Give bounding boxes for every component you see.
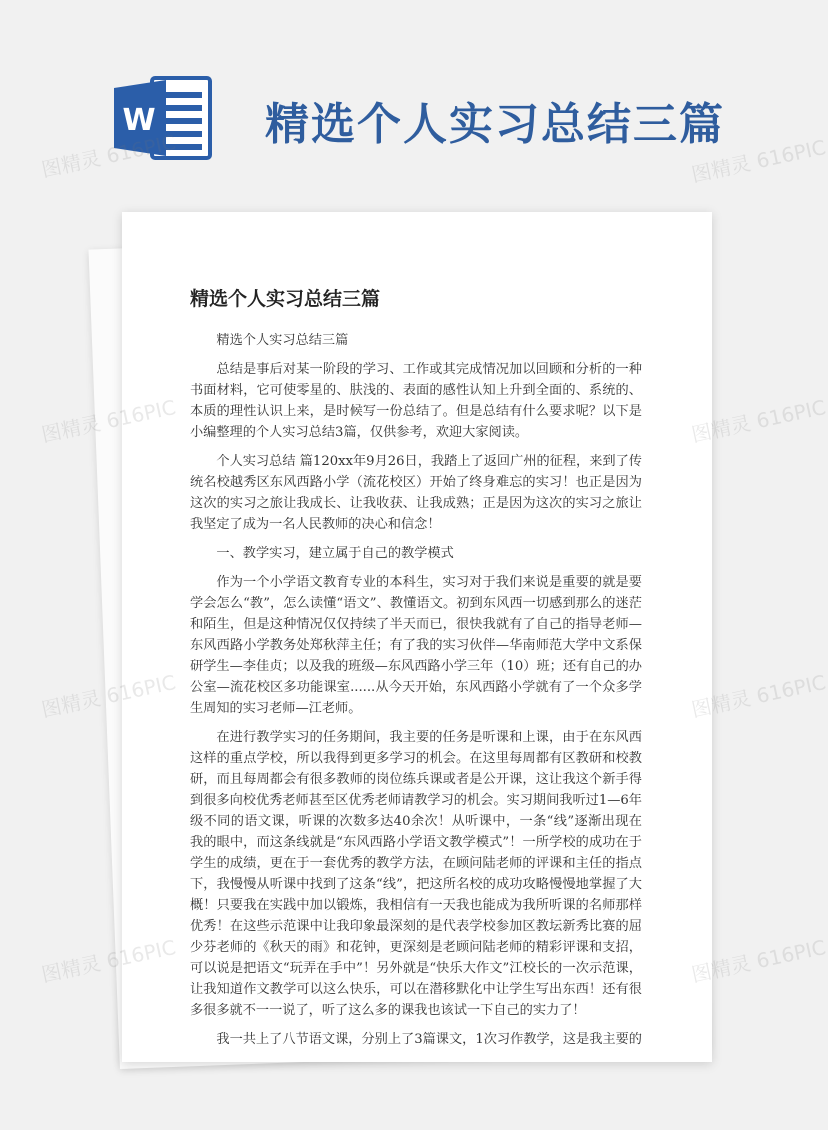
paragraph: 我一共上了八节语文课，分别上了3篇课文，1次习作教学，这是我主要的 <box>216 1032 642 1047</box>
watermark: 图精灵 616PIC <box>39 130 178 182</box>
watermark: 图精灵 <box>39 685 103 722</box>
paragraph: 总结是事后对某一阶段的学习、工作或其完成情况加以回顾和分析的一种书面材料，它可使零星的、肤浅的、表面的感性认知上升到全面的、系统的、本质的理性认识上来，是时候写一份总结了。但是总结有什么要求呢？以下是小编整理的个人实习总结3篇，仅供参考，欢迎大家阅读。 <box>190 362 642 440</box>
watermark: 图精灵 616PIC <box>689 935 828 987</box>
watermark: 图精灵 <box>39 410 103 447</box>
document-page <box>122 212 712 1062</box>
document-body <box>190 330 642 1058</box>
word-document-icon <box>112 74 212 162</box>
logo-letter: W <box>122 103 156 138</box>
document-title: 精选个人实习总结三篇 <box>190 288 381 310</box>
paragraph: 个人实习总结 篇120xx年9月26日，我踏上了返回广州的征程，来到了传统名校越秀区东风西路小学（流花校区）开始了终身难忘的实习！也正是因为这次的实习之旅让我成长、让我收获、让我成熟；正是因为这次的实习之旅让我坚定了成为一名人民教师的决心和信念！ <box>190 454 642 532</box>
watermark: 图精灵 616PIC <box>689 670 828 722</box>
watermark: 图精灵 616PIC <box>39 935 178 987</box>
watermark: 图精灵 616PIC <box>689 395 828 447</box>
page-header <box>0 0 800 200</box>
page-title: 精选个人实习总结三篇 <box>265 99 725 150</box>
paragraph: 精选个人实习总结三篇 <box>216 333 349 348</box>
watermark: 图精灵 616PIC <box>689 135 828 187</box>
paragraph: 作为一个小学语文教育专业的本科生，实习对于我们来说是重要的就是要学会怎么“教”，怎么读懂“语文”、教懂语文。初到东风西一切感到那么的迷茫和陌生，但是这种情况仅仅持续了半天而已，很快我就有了自己的指导老师—东风西路小学教务处郑秋萍主任；有了我的实习伙伴—华南师范大学中文系保研学生—李佳贞；以及我的班级—东风西路小学三年（10）班；还有自己的办公室—流花校区多功能课室......从今天开始，东风西路小学就有了一个众多学生周知的实习老师—江老师。 <box>190 575 642 716</box>
paragraph: 在进行教学实习的任务期间，我主要的任务是听课和上课，由于在东风西这样的重点学校，所以我得到更多学习的机会。在这里每周都有区教研和校教研，而且每周都会有很多教师的岗位练兵课或者是公开课，这让我这个新手得到很多向校优秀老师甚至区优秀老师请教学习的机会。实习期间我听过1—6年级不同的语文课，听课的次数多达40余次！从听课中，一条“线”逐渐出现在我的眼中，而这条线就是“东风西路小学语文教学模式”！一所学校的成功在于学生的成绩，更在于一套优秀的教学方法，在顾问陆老师的评课和主任的指点下，我慢慢从听课中找到了这条“线”，把这所名校的成功攻略慢慢地掌握了大概！只要我在实践中加以锻炼，我相信有一天我也能成为我所听课的名师那样优秀！在这些示范课中让我印象最深刻的是代表学校参加区教坛新秀比赛的屈少芬老师的《秋天的雨》和花钟，更深刻是老顾问陆老师的精彩评课和支招，可以说是把语文“玩弄在手中”！另外就是“快乐大作文”江校长的一次示范课，让我知道作文教学可以这么快乐，可以在潜移默化中让学生写出东西！还有很多很多就不一一说了，听了这么多的课我也该试一下自己的实力了！ <box>190 730 642 1018</box>
section-heading: 一、教学实习，建立属于自己的教学模式 <box>216 546 454 561</box>
